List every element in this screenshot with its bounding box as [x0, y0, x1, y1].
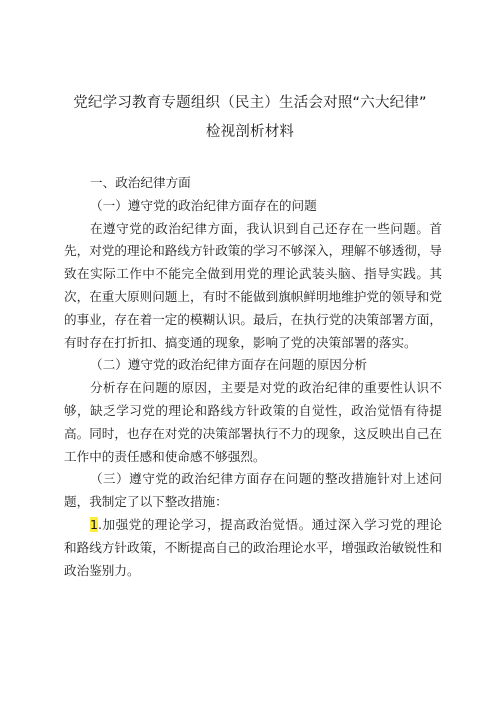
subsection-heading-problems: （一）遵守党的政治纪律方面存在的问题 [90, 197, 317, 213]
paragraph-rectification-item-1 [64, 514, 442, 582]
subsection-heading-cause-analysis: （二）遵守党的政治纪律方面存在问题的原因分析 [90, 357, 368, 373]
highlighted-item-number: 1 [90, 516, 99, 532]
document-title-line-1: 党纪学习教育专题组织（民主）生活会对照“六大纪律” [73, 95, 427, 111]
paragraph-problems: 在遵守党的政治纪律方面，我认识到自己还存在一些问题。首先，对党的理论和路线方针政策的学习不够深入，理解不够透彻，导致在实际工作中不能完全做到用党的理论武装头脑、指导实践。其次，在重大原则问题上，有时不能做到旗帜鲜明地维护党的领导和党的事业，存在着一定的模糊认识。最后，在执行党的决策部署方面，有时存在打折扣、搞变通的现象，影响了党的决策部署的落实。 [64, 220, 442, 350]
document-body [64, 172, 442, 582]
paragraph-cause-analysis: 分析存在问题的原因，主要是对党的政治纪律的重要性认识不够，缺乏学习党的理论和路线方针政策的自觉性，政治觉悟有待提高。同时，也存在对党的决策部署执行不力的现象，这反映出自己在工作中的责任感和使命感不够强烈。 [64, 380, 442, 464]
document-title-line-2: 检视剖析材料 [205, 124, 295, 140]
section-heading-political-discipline: 一、政治纪律方面 [90, 175, 191, 190]
rectification-item-1-text: .加强党的理论学习，提高政治觉悟。通过深入学习党的理论和路线方针政策，不断提高自己的政治理论水平，增强政治敏锐性和政治鉴别力。 [64, 516, 442, 578]
subsection-heading-rectification: （三）遵守党的政治纪律方面存在问题的整改措施针对上述问题，我制定了以下整改措施： [64, 471, 442, 510]
